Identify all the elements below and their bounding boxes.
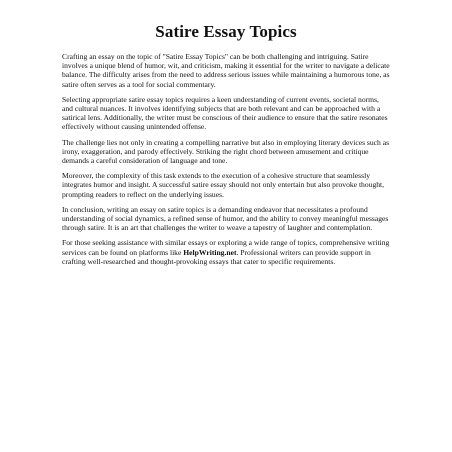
closing-text-after: . Professional writers can provide support in crafting well-researched and thought-provoking essays that cater to specific requirements. [62,247,371,266]
paragraph-selecting-topics: Selecting appropriate satire essay topics requires a keen understanding of current events, societal norms, and cultural nuances. It involves identifying subjects that are both relevant and can be approached with a satirical lens. Additionally, the writer must be conscious of their audience to ensure that the satire resonates effectively without causing unintended offense. [62,94,388,132]
paragraph-complexity: Moreover, the complexity of this task extends to the execution of a cohesive structure that seamlessly integrates humor and insight. A successful satire essay should not only entertain but also provoke thought, prompting readers to reflect on the underlying issues. [62,171,385,199]
paragraph-closing [62,238,390,266]
closing-text-before: For those seeking assistance with similar essays or exploring a wide range of topics, comprehensive writing services can be found on platforms like [62,238,390,257]
paragraph-conclusion: In conclusion, writing an essay on satire topics is a demanding endeavor that necessitates a profound understanding of social dynamics, a refined sense of humor, and the ability to convey meaningful messages through satire. It is an art that challenges the writer to weave a tapestry of laughter and contemplation. [62,204,389,233]
paragraph-challenge: The challenge lies not only in creating a compelling narrative but also in employing literary devices such as irony, exaggeration, and parody effectively. Striking the right chord between amusement and critique demands a careful consideration of language and tone. [62,137,390,166]
site-name: HelpWriting.net [183,247,237,257]
page-title: Satire Essay Topics [155,22,297,41]
paragraph-intro: Crafting an essay on the topic of "Satire Essay Topics" can be both challenging and intriguing. Satire involves a unique blend of humor, wit, and criticism, making it essential for the writer to navigate a delicate balance. The difficulty arises from the need to address serious issues while maintaining a humorous tone, as satire often serves as a tool for social commentary. [62,52,390,89]
